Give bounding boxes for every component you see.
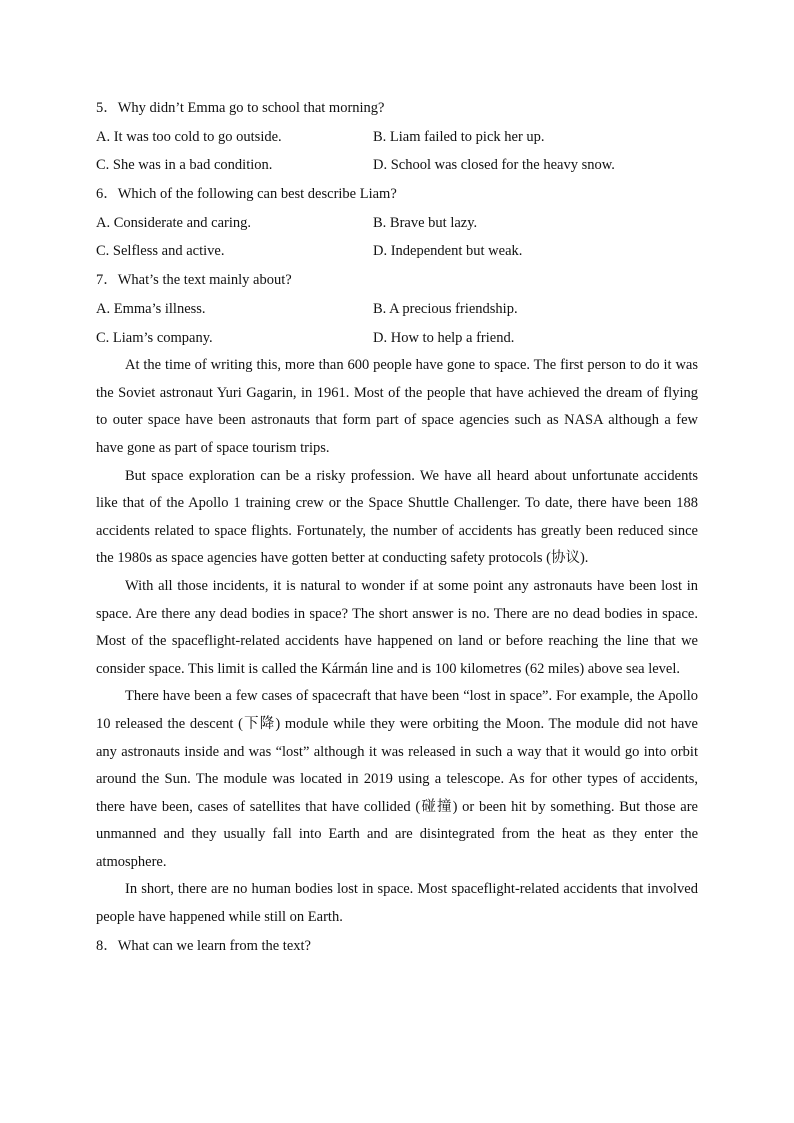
question-7-option-d[interactable]: D. How to help a friend. — [373, 329, 515, 346]
question-5-stem: 5．Why didn’t Emma go to school that morning? — [96, 100, 385, 116]
question-5-option-c[interactable]: C. She was in a bad condition. — [96, 157, 273, 174]
question-5-option-b[interactable]: B. Liam failed to pick her up. — [373, 128, 545, 145]
question-6-stem: 6．Which of the following can best describe Liam? — [96, 186, 397, 203]
passage-paragraph-5: In short, there are no human bodies lost in space. Most spaceflight-related accidents that involved people have happened while still on Earth. — [96, 881, 698, 926]
question-6-options-row-1 — [96, 209, 698, 238]
question-5-options-row-2 — [96, 151, 698, 180]
passage-paragraph-1: At the time of writing this, more than 600 people have gone to space. The first person to do it was the Soviet astronaut Yuri Gagarin, in 1961. Most of the people that have achieved the dream of flying to outer space have been astronauts that form part of space agencies such as NASA although a few have gone as part of space tourism trips. — [96, 357, 698, 456]
question-5-option-d[interactable]: D. School was closed for the heavy snow. — [373, 157, 615, 174]
passage-paragraph-3: With all those incidents, it is natural to wonder if at some point any astronauts have been lost in space. Are there any dead bodies in space? The short answer is no. There are no dead bodies in space. Most of the spaceflight-related accidents have happened on land or before reaching the line that we consider space. This limit is called the Kármán line and is 100 kilometres (62 miles) above sea level. — [96, 577, 698, 677]
question-6-option-c[interactable]: C. Selfless and active. — [96, 243, 225, 260]
passage-paragraph-4: There have been a few cases of spacecraft that have been “lost in space”. For example, the Apollo 10 released the descent (下降) module while they were orbiting the Moon. The module did not have any astronauts inside and was “lost” although it was released in such a way that it would go into orbit around the Sun. The module was located in 2019 using a telescope. As for other types of accidents, there have been, cases of satellites that have collided (碰撞) or been hit by something. But those are unmanned and they usually fall into Earth and are disintegrated from the heat as they enter the atmosphere. — [96, 688, 698, 870]
question-6-option-a[interactable]: A. Considerate and caring. — [96, 214, 252, 231]
document-content — [96, 94, 698, 960]
question-6-options-row-2 — [96, 237, 698, 266]
question-5-options-row-1 — [96, 123, 698, 152]
question-7-options-row-1 — [96, 295, 698, 324]
question-7-stem: 7．What’s the text mainly about? — [96, 272, 292, 289]
question-8-stem: 8．What can we learn from the text? — [96, 937, 311, 954]
question-5-option-a[interactable]: A. It was too cold to go outside. — [96, 128, 282, 145]
question-7-option-c[interactable]: C. Liam’s company. — [96, 329, 213, 346]
question-6-option-b[interactable]: B. Brave but lazy. — [373, 214, 478, 231]
question-7-option-a[interactable]: A. Emma’s illness. — [96, 300, 206, 317]
passage-paragraph-2: But space exploration can be a risky profession. We have all heard about unfortunate accidents like that of the Apollo 1 training crew or the Space Shuttle Challenger. To date, there have been 188 accidents related to space flights. Fortunately, the number of accidents has greatly been reduced since the 1980s as space agencies have gotten better at conducting safety protocols (协议). — [96, 467, 698, 567]
question-7-options-row-2 — [96, 324, 698, 353]
question-7-option-b[interactable]: B. A precious friendship. — [373, 300, 518, 317]
question-6-option-d[interactable]: D. Independent but weak. — [373, 243, 523, 260]
